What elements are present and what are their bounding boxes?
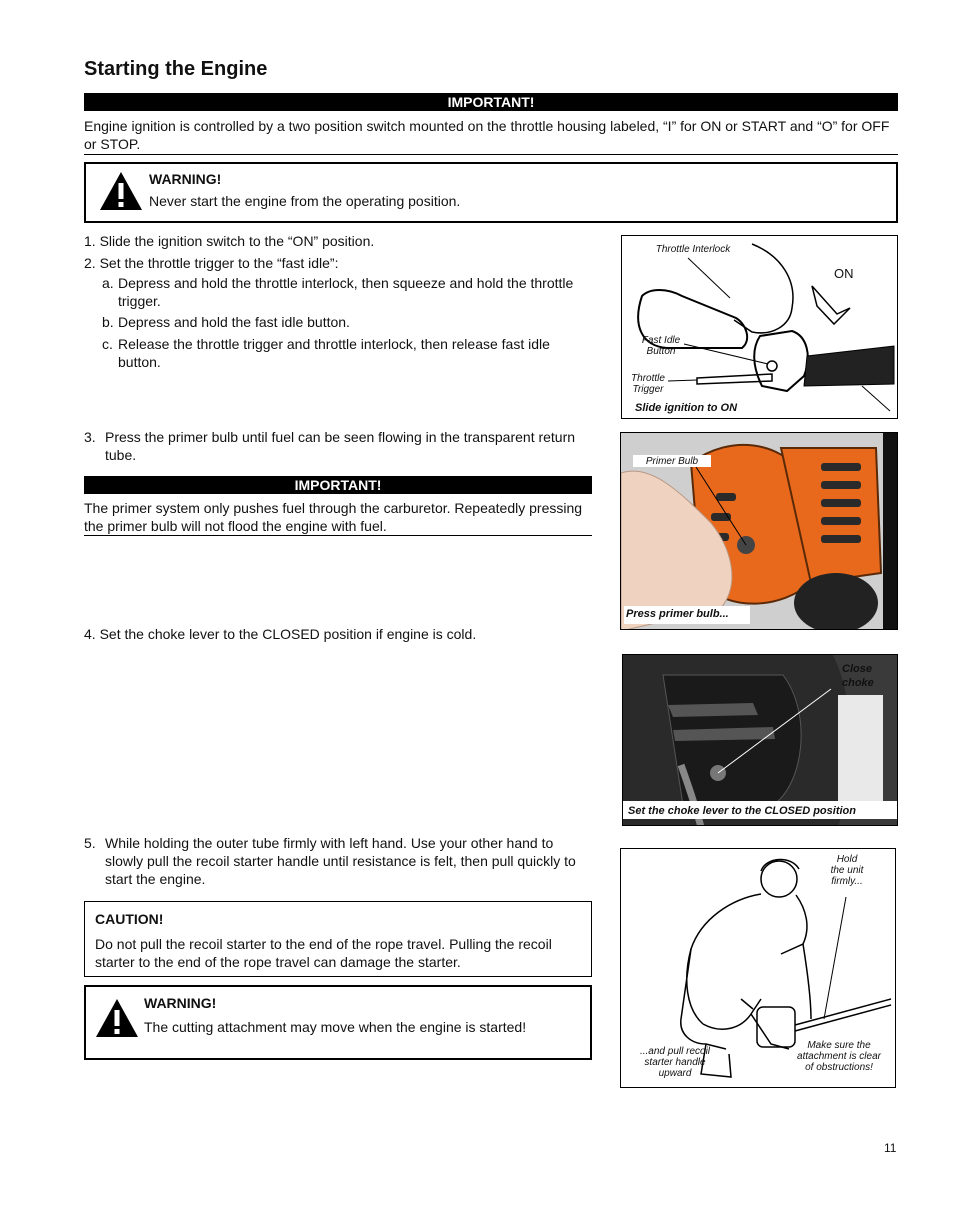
label-fast-idle-2: Button [646,346,676,357]
warning-text: Never start the engine from the operating position. [149,193,461,209]
important-banner-2: IMPORTANT! [84,476,592,494]
label-pull-3: upward [658,1068,692,1079]
warning-icon [98,170,144,212]
step-2a-marker: a. [102,275,114,291]
caution-heading: CAUTION! [95,911,164,927]
label-throttle-interlock: Throttle Interlock [655,244,731,255]
divider [84,154,898,155]
intro-paragraph: Engine ignition is controlled by a two position switch mounted on the throttle housing labeled, “I” for ON or START and “O” for OFF or STOP. [84,118,890,152]
warning-text: The cutting attachment may move when the engine is started! [144,1019,527,1035]
label-hold-1: Hold [836,854,858,865]
label-primer-bulb: Primer Bulb [645,456,699,467]
label-close-2: choke [842,677,874,689]
step-3-marker: 3. [84,429,96,445]
figure-caption: Slide ignition to ON [635,402,738,414]
warning-heading: WARNING! [149,171,222,187]
step-2b-marker: b. [102,314,114,330]
step-2c-marker: c. [102,336,113,352]
page-title: Starting the Engine [84,58,268,80]
figure-recoil-start [620,848,896,1088]
step-3: Press the primer bulb until fuel can be seen flowing in the transparent return tube. [105,429,576,463]
figure-throttle [621,235,898,419]
label-throttle-trigger-2: Trigger [632,384,664,395]
figure-caption: Press primer bulb... [626,608,729,620]
important-2-text: The primer system only pushes fuel through the carburetor. Repeatedly pressing the primer bulb will not flood the engine with fuel. [84,500,583,534]
warning-heading: WARNING! [144,995,217,1011]
label-fast-idle-1: Fast Idle [641,335,681,346]
figure-primer-bulb [620,432,898,630]
step-2: 2. Set the throttle trigger to the “fast idle”: [84,255,339,271]
label-hold-2: the unit [830,865,864,876]
label-close-1: Close [842,663,872,675]
step-2a: Depress and hold the throttle interlock, then squeeze and hold the throttle trigger. [118,275,574,309]
warning-box-2 [84,985,592,1060]
label-pull-2: starter handle [644,1057,706,1068]
label-throttle-trigger-1: Throttle [631,373,665,384]
caution-text: Do not pull the recoil starter to the end of the rope travel. Pulling the recoil starter to the end of the rope travel can damage the starter. [95,936,552,970]
step-2b: Depress and hold the fast idle button. [118,314,350,330]
caution-box [84,901,592,977]
step-5: While holding the outer tube firmly with left hand. Use your other hand to slowly pull the recoil starter handle until resistance is felt, then pull quickly to start the engine. [105,835,576,887]
label-on: ON [834,266,854,281]
figure-caption: Set the choke lever to the CLOSED position [628,805,856,817]
label-hold-3: firmly... [831,876,863,887]
important-banner: IMPORTANT! [84,93,898,111]
label-pull-1: ...and pull recoil [639,1046,711,1057]
label-make-2: attachment is clear [797,1051,881,1062]
step-1: 1. Slide the ignition switch to the “ON” position. [84,233,375,249]
figure-choke [622,654,898,826]
page-number: 11 [884,1141,897,1155]
step-2c: Release the throttle trigger and throttle interlock, then release fast idle button. [118,336,550,370]
label-make-1: Make sure the [807,1040,871,1051]
warning-icon [94,997,140,1039]
step-4: 4. Set the choke lever to the CLOSED position if engine is cold. [84,626,477,642]
warning-box [84,162,898,223]
divider-2 [84,535,592,536]
step-5-marker: 5. [84,835,96,851]
label-make-3: of obstructions! [805,1062,873,1073]
